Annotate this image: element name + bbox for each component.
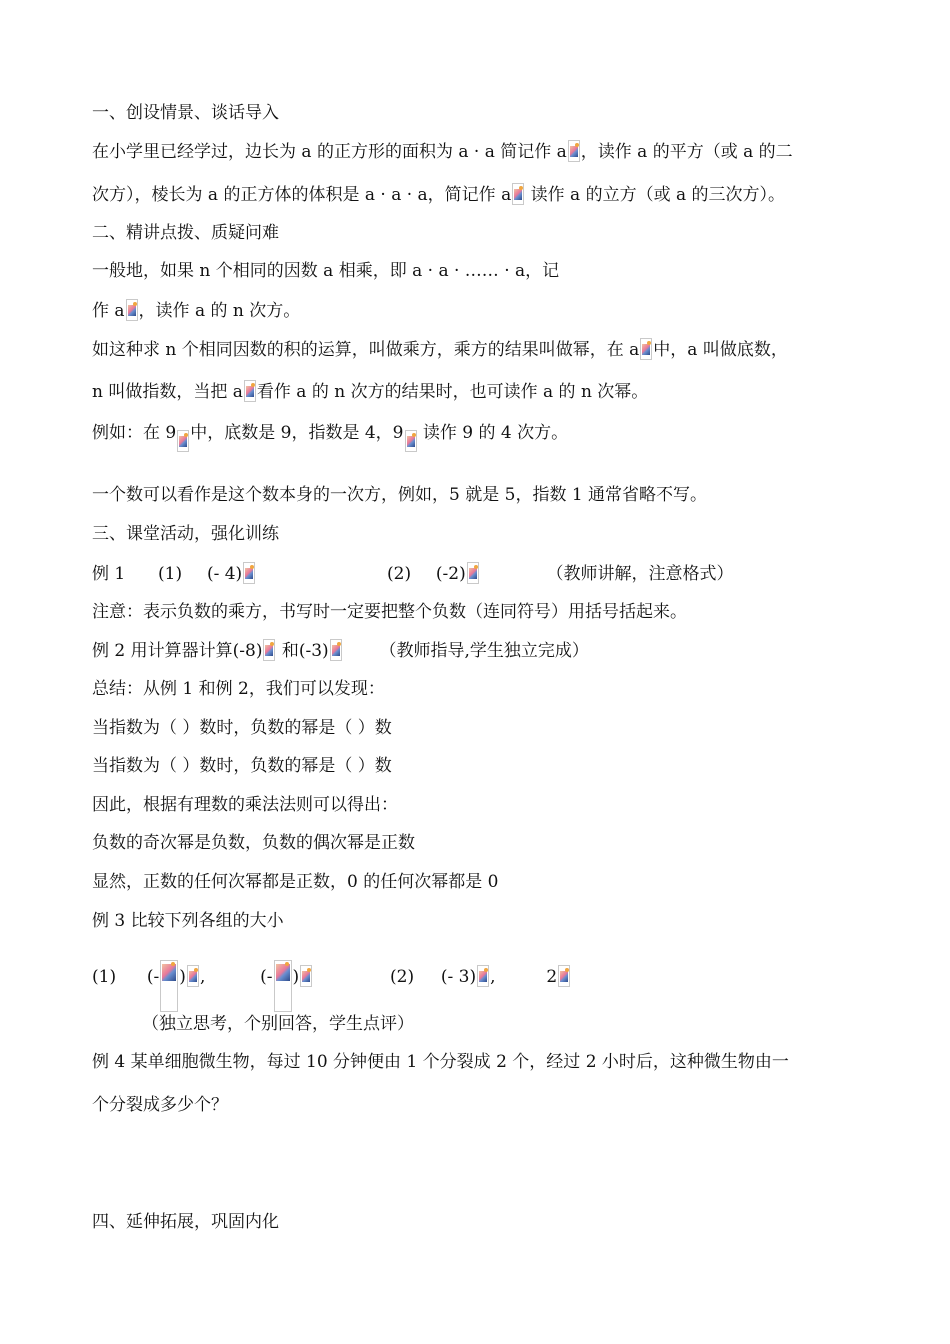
exponent-image-icon [568, 140, 580, 162]
example-4-line-2: 个分裂成多少个？ [92, 1095, 228, 1115]
exponent-image-icon [177, 430, 189, 452]
exponent-image-icon [477, 965, 489, 987]
intro-text: 在小学里已经学过，边长为 a 的正方形的面积为 a · a 简记作 a [92, 142, 567, 162]
example-3-expr: (- [146, 967, 160, 987]
definition-text: n 叫做指数，当把 a [92, 382, 243, 402]
example-3-part-1: (1) [92, 967, 117, 987]
intro-line-1 [92, 140, 793, 163]
example-2 [92, 639, 589, 662]
section-1-heading: 一、创设情景、谈话导入 [92, 103, 279, 123]
example-1 [92, 562, 734, 585]
note-line: 注意：表示负数的乘方，书写时一定要把整个负数（连同符号）用括号括起来。 [92, 602, 687, 622]
definition-text: 如这种求 n 个相同因数的积的运算，叫做乘方，乘方的结果叫做幂，在 a [92, 340, 640, 360]
fraction-image-icon [160, 960, 178, 1012]
summary-line: 总结：从例 1 和例 2，我们可以发现： [92, 679, 385, 699]
example-3-part-2: (2) [390, 967, 415, 987]
rule-line-1: 当指数为（ ）数时，负数的幂是（ ）数 [92, 718, 392, 738]
exponent-image-icon [558, 965, 570, 987]
intro-line-2 [92, 183, 785, 206]
intro-text: 读作 a 的立方（或 a 的三次方）。 [525, 185, 786, 205]
exponent-image-icon [512, 183, 524, 205]
example-3-heading: 例 3 比较下列各组的大小 [92, 911, 284, 931]
fraction-image-icon [274, 960, 292, 1012]
rule-line-2: 当指数为（ ）数时，负数的幂是（ ）数 [92, 756, 392, 776]
definition-text: ，读作 a 的 n 次方。 [138, 301, 301, 321]
example-1-note: （教师讲解，注意格式） [546, 564, 734, 584]
example-3-expr: , [490, 967, 496, 987]
example-1-expr-1: (- 4) [206, 564, 243, 584]
section-4-heading: 四、延伸拓展，巩固内化 [92, 1212, 279, 1232]
definition-text: 例如：在 9 [92, 423, 177, 443]
section-3-heading: 三、课堂活动，强化训练 [92, 524, 279, 544]
exponent-image-icon [187, 965, 199, 987]
definition-text: 读作 9 的 4 次方。 [417, 423, 569, 443]
example-3-expr: (- [260, 967, 273, 987]
definition-line-1: 一般地，如果 n 个相同的因数 a 相乘，即 a · a · …… · a，记 [92, 261, 560, 281]
definition-line-2 [92, 299, 300, 322]
example-3-expr: 2 [546, 967, 558, 987]
intro-text: ，读作 a 的平方（或 a 的二 [580, 142, 793, 162]
exponent-image-icon [405, 430, 417, 452]
intro-text: 次方），棱长为 a 的正方体的体积是 a · a · a，简记作 a [92, 185, 512, 205]
exponent-image-icon [300, 965, 312, 987]
exponent-image-icon [330, 639, 342, 661]
definition-line-5 [92, 422, 568, 452]
therefore-line: 因此，根据有理数的乘法法则可以得出： [92, 795, 398, 815]
example-1-part-1: (1) [158, 564, 183, 584]
example-2-text: 例 2 用计算器计算(-8) [92, 641, 263, 661]
example-1-label: 例 1 [92, 564, 126, 584]
definition-text: 中，底数是 9，指数是 4，9 [190, 423, 404, 443]
exponent-image-icon [126, 299, 138, 321]
example-3-expr: , [199, 967, 206, 987]
exponent-image-icon [243, 562, 255, 584]
exponent-image-icon [263, 639, 275, 661]
definition-line-3 [92, 338, 788, 361]
example-3-expr: (- 3) [440, 967, 477, 987]
example-3-items [92, 960, 571, 1012]
definition-text: 看作 a 的 n 次方的结果时，也可读作 a 的 n 次幂。 [256, 382, 649, 402]
exponent-image-icon [244, 380, 256, 402]
definition-text: 中，a 叫做底数， [653, 340, 788, 360]
section-2-heading: 二、精讲点拨、质疑问难 [92, 223, 279, 243]
example-3-expr: ) [179, 967, 186, 987]
conclusion-line-1: 负数的奇次幂是负数，负数的偶次幂是正数 [92, 833, 415, 853]
exponent-image-icon [640, 338, 652, 360]
definition-line-6: 一个数可以看作是这个数本身的一次方，例如，5 就是 5，指数 1 通常省略不写。 [92, 485, 708, 505]
example-2-text: 和(-3) [276, 641, 329, 661]
conclusion-line-2: 显然，正数的任何次幂都是正数，0 的任何次幂都是 0 [92, 872, 499, 892]
example-4-line-1: 例 4 某单细胞微生物，每过 10 分钟便由 1 个分裂成 2 个，经过 2 小时后，这种微生物由一 [92, 1052, 789, 1072]
example-2-note: （教师指导,学生独立完成） [379, 641, 589, 661]
exponent-image-icon [467, 562, 479, 584]
example-1-expr-2: (-2) [435, 564, 466, 584]
definition-text: 作 a [92, 301, 125, 321]
example-1-part-2: (2) [387, 564, 412, 584]
example-3-expr: ) [292, 967, 300, 987]
example-3-note: （独立思考，个别回答，学生点评） [142, 1014, 414, 1034]
definition-line-4 [92, 380, 648, 403]
